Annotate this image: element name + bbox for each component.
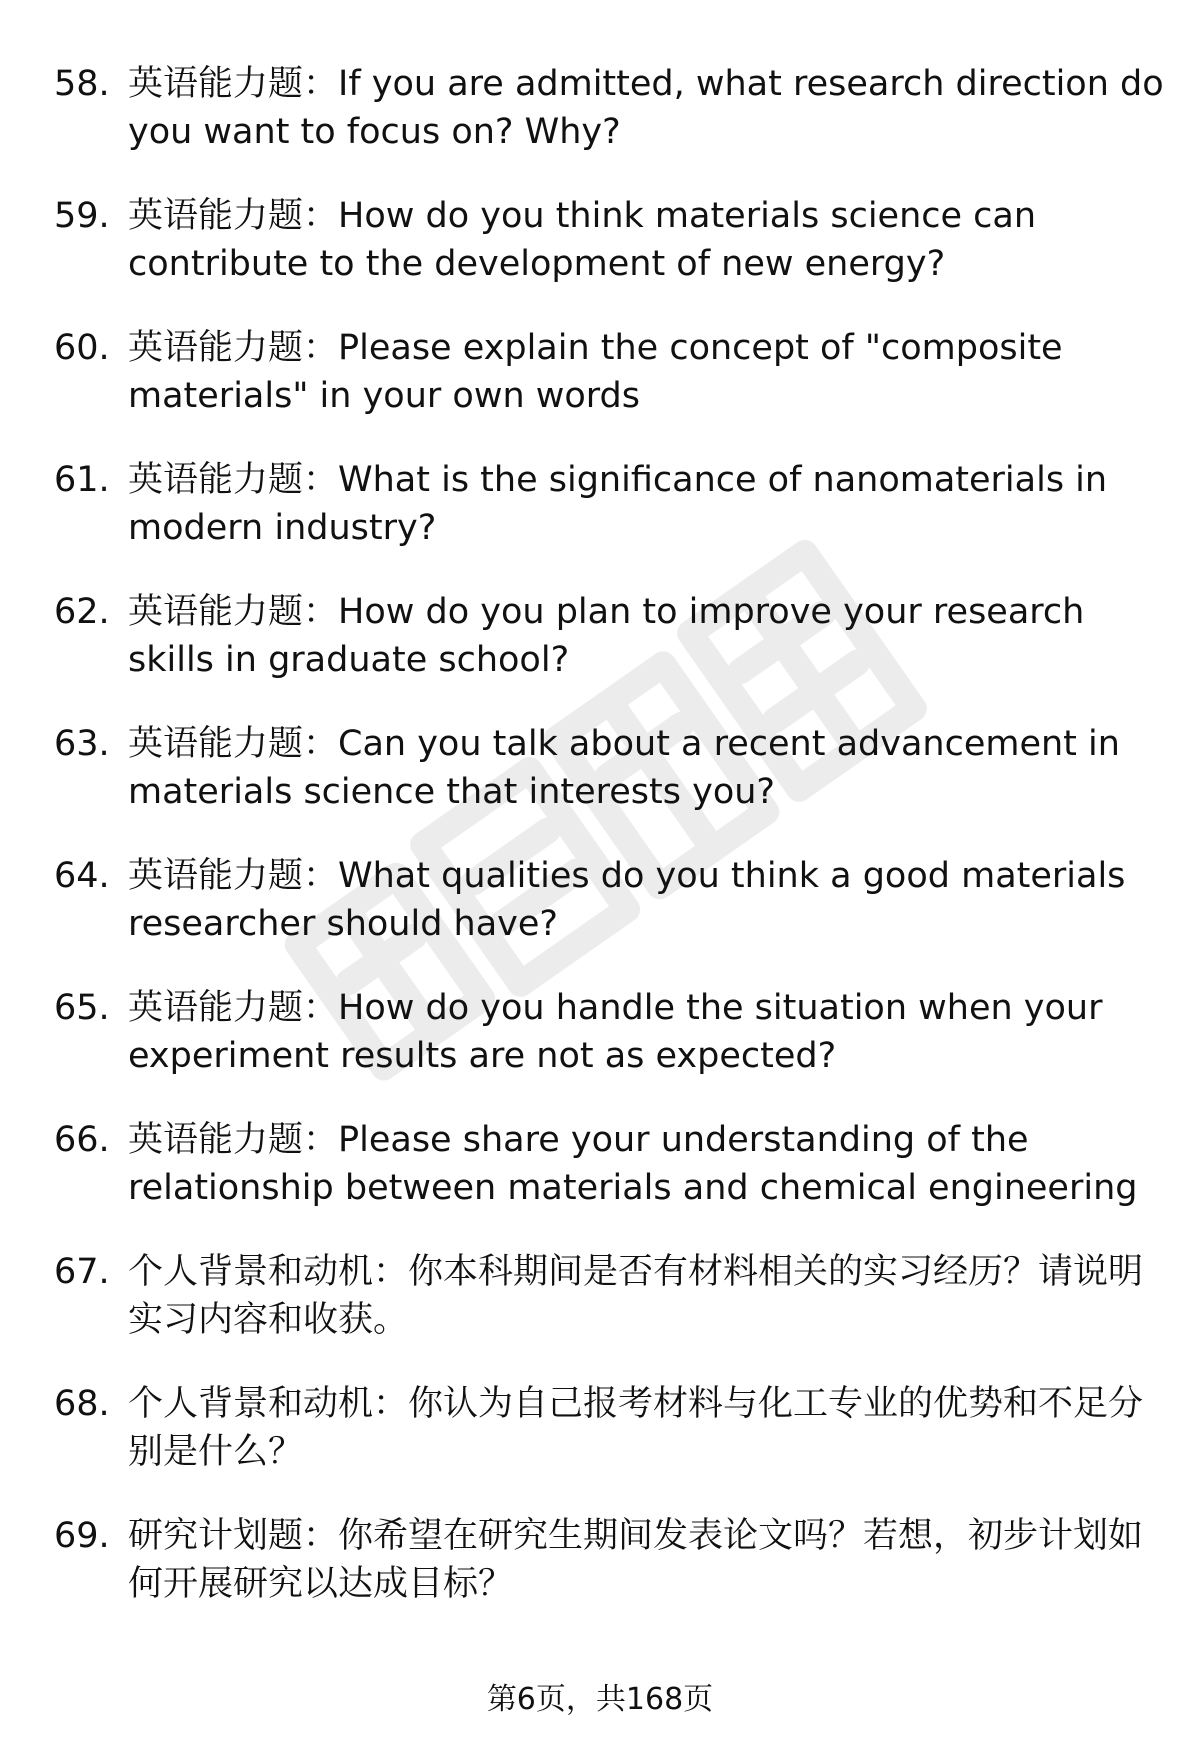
question-category: 英语能力题： — [128, 196, 339, 236]
question-number: 68. — [54, 1384, 110, 1424]
question-number: 58. — [54, 64, 110, 104]
question-body — [128, 1116, 1164, 1212]
question-item — [54, 1380, 1164, 1512]
question-number: 60. — [54, 328, 110, 368]
question-body — [128, 1380, 1164, 1476]
question-body — [128, 60, 1164, 156]
question-number: 64. — [54, 856, 110, 896]
question-item — [54, 984, 1164, 1116]
question-item — [54, 60, 1164, 192]
question-item — [54, 324, 1164, 456]
question-category: 英语能力题： — [128, 460, 339, 500]
question-body — [128, 456, 1164, 552]
question-text: 你本科期间是否有材料相关的实习经历？请说明实习内容和收获。 — [128, 1252, 1144, 1340]
question-item — [54, 192, 1164, 324]
question-number: 65. — [54, 988, 110, 1028]
question-body — [128, 852, 1164, 948]
question-category: 英语能力题： — [128, 64, 339, 104]
question-category: 研究计划题： — [128, 1516, 339, 1556]
question-item — [54, 1248, 1164, 1380]
question-body — [128, 720, 1164, 816]
question-body — [128, 1248, 1164, 1344]
question-category: 英语能力题： — [128, 988, 339, 1028]
question-category: 英语能力题： — [128, 1120, 339, 1160]
question-text: How do you plan to improve your research skills in graduate school? — [128, 592, 1085, 680]
question-category: 英语能力题： — [128, 328, 339, 368]
question-number: 61. — [54, 460, 110, 500]
question-body — [128, 324, 1164, 420]
question-text: Please share your understanding of the relationship between materials and chemical engineering — [128, 1120, 1138, 1208]
question-category: 个人背景和动机： — [128, 1384, 409, 1424]
question-text: Can you talk about a recent advancement in materials science that interests you? — [128, 724, 1120, 812]
question-item — [54, 852, 1164, 984]
question-body — [128, 588, 1164, 684]
question-number: 69. — [54, 1516, 110, 1556]
question-text: 你希望在研究生期间发表论文吗？若想，初步计划如何开展研究以达成目标？ — [128, 1516, 1144, 1604]
question-item — [54, 720, 1164, 852]
question-category: 英语能力题： — [128, 592, 339, 632]
question-number: 62. — [54, 592, 110, 632]
question-item — [54, 1116, 1164, 1248]
question-number: 66. — [54, 1120, 110, 1160]
question-text: If you are admitted, what research direction do you want to focus on? Why? — [128, 64, 1164, 152]
question-text: What is the significance of nanomaterials in modern industry? — [128, 460, 1108, 548]
question-text: How do you think materials science can contribute to the development of new energy? — [128, 196, 1037, 284]
page-footer: 第6页，共168页 — [486, 1682, 714, 1717]
question-text: What qualities do you think a good materials researcher should have? — [128, 856, 1126, 944]
question-category: 英语能力题： — [128, 856, 339, 896]
question-body — [128, 192, 1164, 288]
question-text: How do you handle the situation when your experiment results are not as expected? — [128, 988, 1103, 1076]
question-body — [128, 984, 1164, 1080]
question-text: 你认为自己报考材料与化工专业的优势和不足分别是什么？ — [128, 1384, 1144, 1472]
question-text: Please explain the concept of "composite materials" in your own words — [128, 328, 1063, 416]
question-body — [128, 1512, 1164, 1608]
question-item — [54, 456, 1164, 588]
question-number: 63. — [54, 724, 110, 764]
question-category: 个人背景和动机： — [128, 1252, 409, 1292]
question-number: 59. — [54, 196, 110, 236]
question-list — [54, 60, 1164, 1644]
question-number: 67. — [54, 1252, 110, 1292]
question-item — [54, 588, 1164, 720]
question-item — [54, 1512, 1164, 1644]
question-category: 英语能力题： — [128, 724, 339, 764]
